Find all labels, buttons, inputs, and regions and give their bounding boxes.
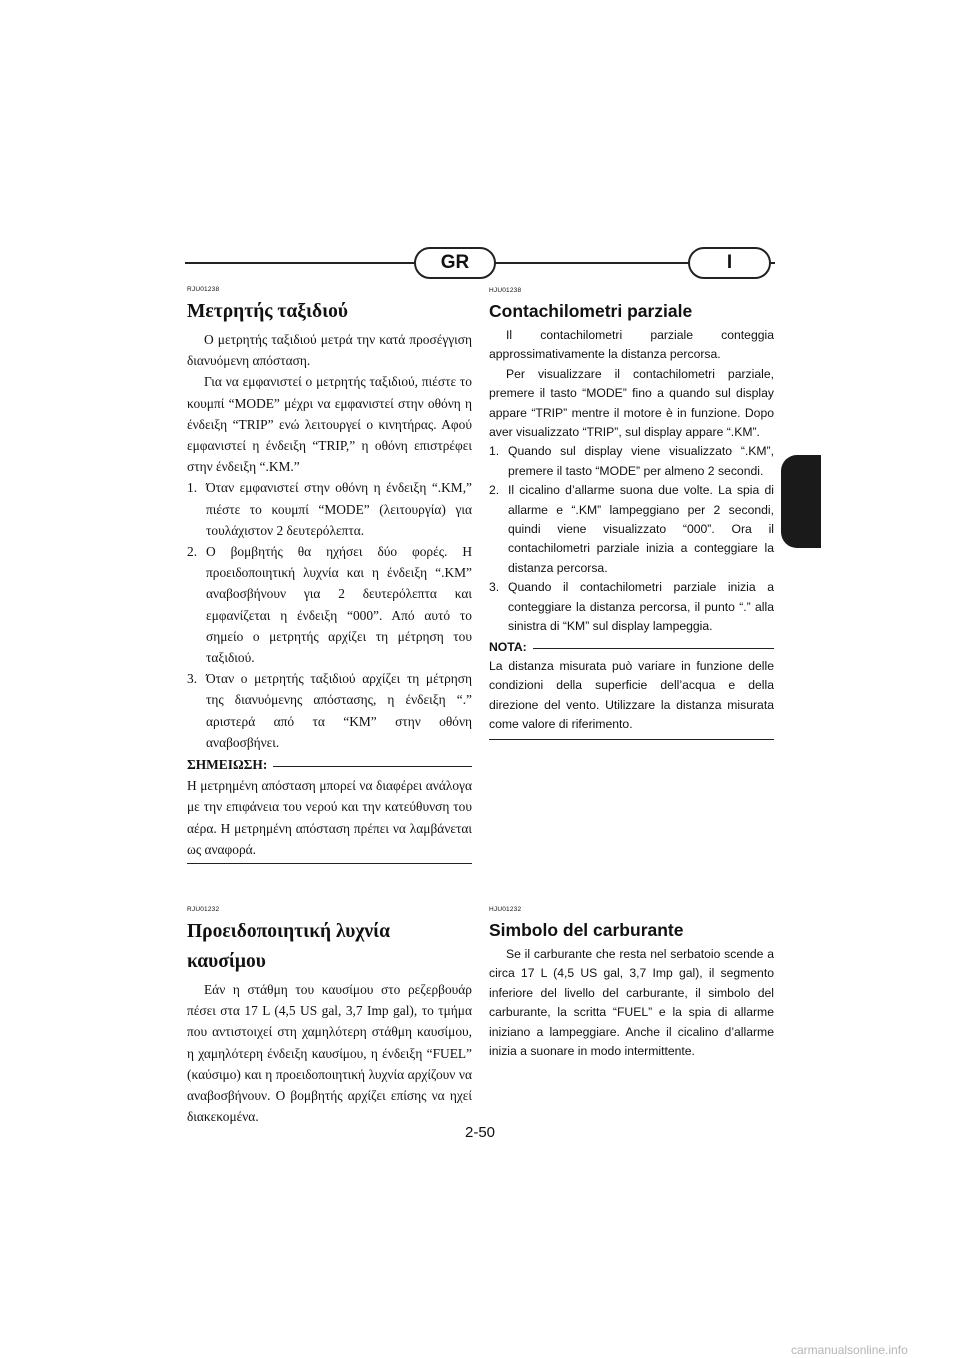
chapter-side-tab [781, 455, 821, 548]
section-code: RJU01238 [187, 286, 220, 293]
section-code: HJU01238 [489, 287, 522, 294]
step-text: Quando sul display viene visualizzato “.KM”, premere il tasto “MODE” per almeno 2 secondi. [508, 444, 774, 478]
greek-fuel-section [187, 906, 472, 1127]
language-tag-greek-label: GR [440, 252, 470, 273]
step-number: 1. [187, 480, 198, 496]
note-label: ΣΗΜΕΙΩΣΗ: [187, 757, 268, 773]
note-label: NOTA: [489, 639, 527, 654]
section-title-line-1: Προειδοποιητική λυχνία [187, 921, 391, 942]
step-text: Όταν ο μετρητής ταξιδιού αρχίζει τη μέτρηση της διανυόμενης απόστασης, η ένδειξη “.” αριστερά από τα “KM” στην οθόνη αναβοσβήνει. [206, 671, 472, 750]
paragraph: Εάν η στάθμη του καυσίμου στο ρεζερβουάρ πέσει στα 17 L (4,5 US gal, 3,7 Imp gal), το τμήμα που αντιστοιχεί στη χαμηλότερη στάθμη καυσίμου, η χαμηλότερη ένδειξη καυσίμου, η ένδειξη “FUEL” (καύσιμο) και η προειδοποιητική λυχνία αρχίζουν να αναβοσβήνουν. Ο βομβητής αρχίζει επίσης να ηχεί διακεκομένα. [187, 982, 472, 1125]
greek-trip-section [187, 286, 472, 864]
section-title: Contachilometri parziale [489, 301, 693, 321]
steps-list [187, 477, 472, 753]
language-tag-italian [688, 247, 771, 279]
step-text: Il cicalino d’allarme suona due volte. La spia di allarme e “.KM” lampeggiano per 2 secondi, quindi viene visualizzato “000”. Ora il contachilometri parziale inizia a conteggiare la distanza percorsa. [508, 483, 774, 575]
paragraph: Per visualizzare il contachilometri parziale, premere il tasto “MODE” fino a quando sul display appare “TRIP” mentre il motore è in funzione. Dopo aver visualizzato “TRIP”, sul display appare “.KM”. [489, 366, 774, 440]
language-tag-greek [414, 247, 496, 279]
section-code: RJU01232 [187, 906, 220, 913]
list-item [489, 442, 774, 481]
page-number: 2-50 [464, 1124, 496, 1141]
note-text: La distanza misurata può variare in funzione delle condizioni della superficie dell’acqua e della direzione del vento. Utilizzare la distanza misurata come valore di riferimento. [489, 657, 774, 740]
list-item [187, 541, 472, 668]
step-text: Ο βομβητής θα ηχήσει δύο φορές. Η προειδοποιητική λυχνία και η ένδειξη “.KM” αναβοσβήνουν για 2 δευτερόλεπτα και εμφανίζεται η ένδειξη “000”. Από αυτό το σημείο ο μετρητής αρχίζει τη μέτρηση του ταξιδιού. [206, 544, 472, 666]
header-rule-left [185, 262, 416, 264]
step-number: 3. [187, 671, 198, 687]
paragraph: Για να εμφανιστεί ο μετρητής ταξιδιού, πιέστε το κουμπί “MODE” μέχρι να εμφανιστεί στην οθόνη η ένδειξη “TRIP” ενώ λειτουργεί ο κινητήρας. Αφού εμφανιστεί η ένδειξη “TRIP,” η οθόνη επιστρέφει στην ένδειξη “.KM.” [187, 374, 472, 475]
step-number: 2. [187, 544, 198, 560]
section-title: Μετρητής ταξιδιού [187, 301, 349, 322]
section-title-line-2: καυσίμου [187, 951, 266, 972]
note-text: Η μετρημένη απόσταση μπορεί να διαφέρει ανάλογα με την επιφάνεια του νερού και την κατεύθυνση του αέρα. Η μετρημένη απόσταση πρέπει να λαμβάνεται ως αναφορά. [187, 775, 472, 864]
paragraph: Il contachilometri parziale conteggia approssimativamente la distanza percorsa. [489, 328, 774, 362]
step-number: 1. [489, 444, 500, 459]
step-text: Όταν εμφανιστεί στην οθόνη η ένδειξη “.KM,” πιέστε το κουμπί “MODE” (λειτουργία) για τουλάχιστον 2 δευτερόλεπτα. [206, 480, 472, 538]
step-number: 3. [489, 580, 500, 595]
step-text: Quando il contachilometri parziale inizia a conteggiare la distanza percorsa, il punto “.” alla sinistra di “KM” sul display lampeggia. [508, 580, 774, 634]
steps-list [489, 442, 774, 636]
section-code: HJU01232 [489, 906, 522, 913]
header-rule-middle [494, 262, 690, 264]
list-item [489, 481, 774, 578]
note-heading [187, 754, 472, 775]
list-item [187, 668, 472, 753]
paragraph: Ο μετρητής ταξιδιού μετρά την κατά προσέγγιση διανυόμενη απόσταση. [187, 332, 472, 369]
watermark: carmanualsonline.info [791, 1343, 908, 1357]
note-heading [489, 638, 774, 657]
italian-trip-section [489, 287, 774, 740]
section-title: Simbolo del carburante [489, 920, 684, 940]
note-rule [273, 766, 472, 767]
italian-fuel-section [489, 906, 774, 1061]
list-item [489, 578, 774, 636]
note-rule [533, 648, 774, 649]
paragraph: Se il carburante che resta nel serbatoio scende a circa 17 L (4,5 US gal, 3,7 Imp gal), il segmento inferiore del livello del carburante, il simbolo del carburante, la scritta “FUEL” e la spia di allarme iniziano a lampeggiare. Anche il cicalino d’allarme inizia a suonare in modo intermittente. [489, 947, 774, 1059]
step-number: 2. [489, 483, 500, 498]
list-item [187, 477, 472, 541]
language-tag-italian-label: I [726, 252, 733, 273]
